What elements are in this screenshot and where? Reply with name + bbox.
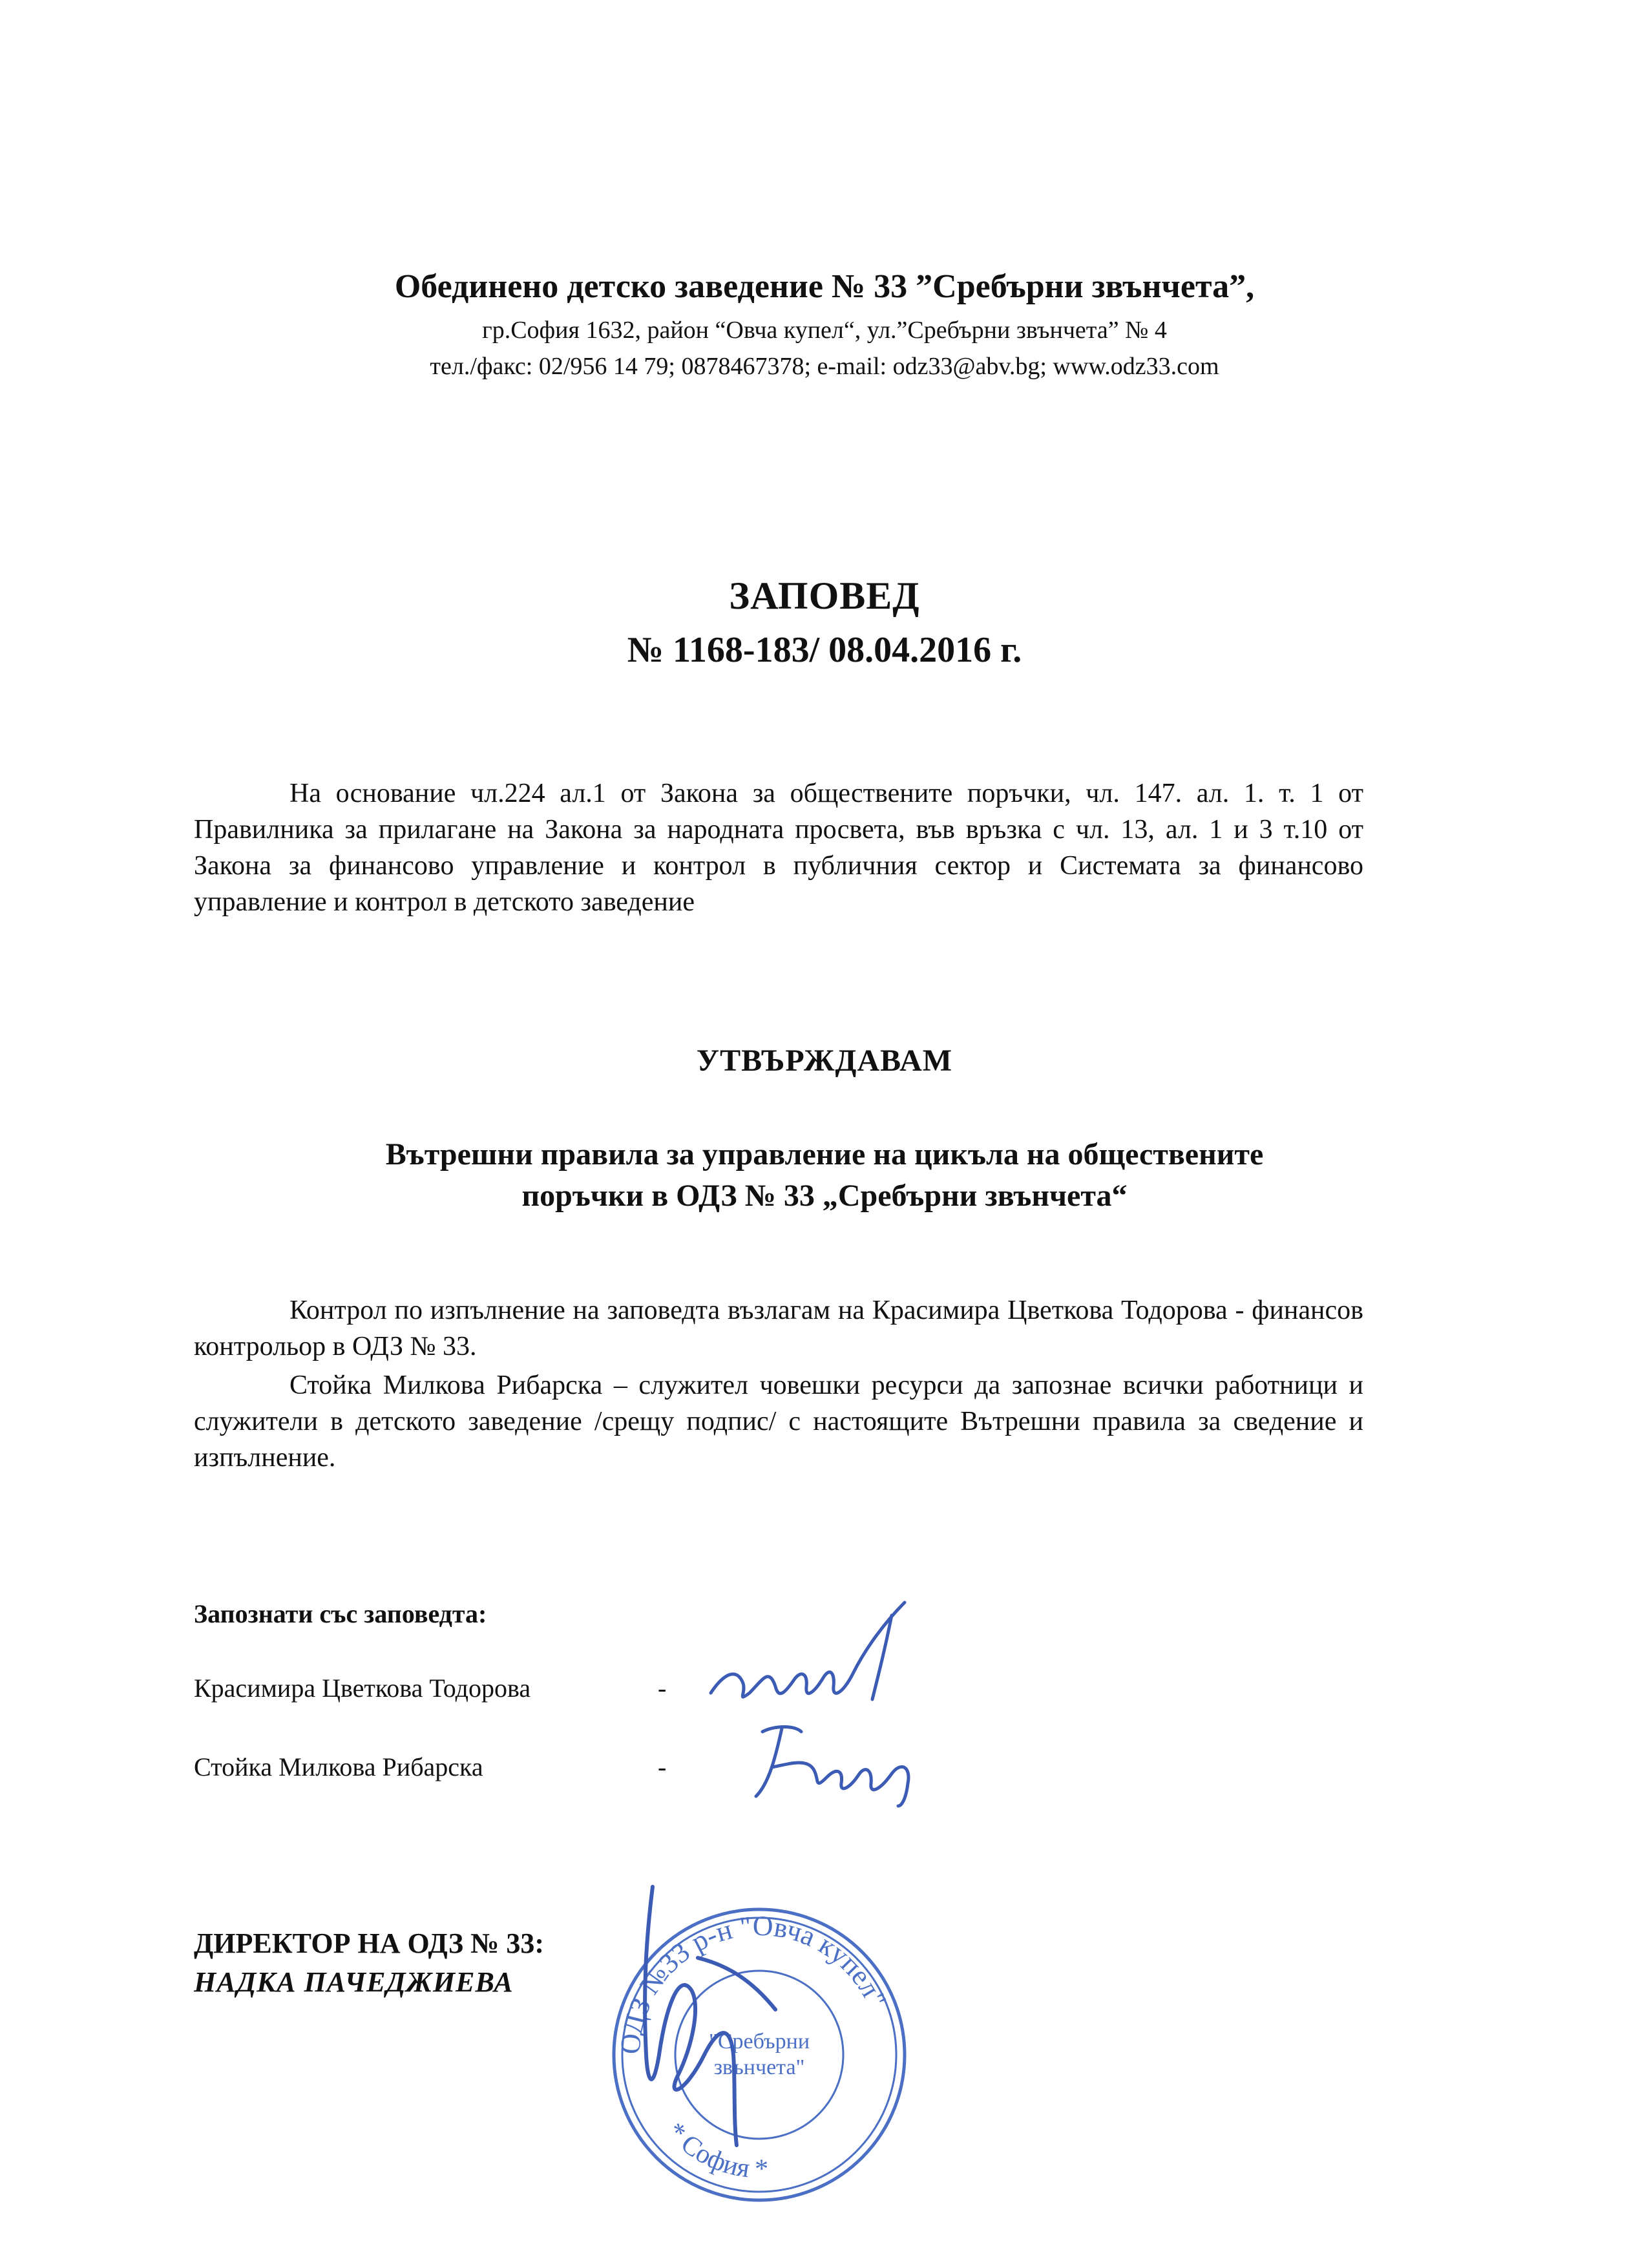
rules-title-line-2: поръчки в ОДЗ № 33 „Сребърни звънчета“ — [521, 1179, 1128, 1213]
handwritten-signature — [737, 1712, 943, 1809]
director-title: ДИРЕКТОР НА ОДЗ № 33: — [194, 1927, 544, 1959]
seal-top-text: ОДЗ №33 р-н "Овча купел" — [614, 1909, 893, 2055]
acknowledged-person — [194, 1670, 667, 1706]
staff-paragraph — [194, 1367, 1363, 1476]
rules-title-line-1: Вътрешни правила за управление на цикъла на обществените — [385, 1137, 1264, 1171]
signature-dash: - — [658, 1752, 667, 1781]
legal-basis-text: На основание чл.224 ал.1 от Закона за обществените поръчки, чл. 147. ал. 1. т. 1 от Правилника за прилагане на Закона за народната просвета, във връзка с чл. 13, ал. 1 и 3 т.10 от Закона за финансово управление и контрол в публичния сектор и Системата за финансово управление и контрол в детското заведение — [194, 779, 1363, 917]
person-name: Стойка Милкова Рибарска — [194, 1752, 483, 1781]
order-number: № 1168-183/ 08.04.2016 г. — [627, 630, 1022, 670]
person-name: Красимира Цветкова Тодорова — [194, 1674, 531, 1703]
signature-dash: - — [658, 1674, 667, 1703]
control-paragraph — [194, 1292, 1363, 1365]
seal-center-line-2: звънчета" — [713, 2055, 805, 2079]
staff-text: Стойка Милкова Рибарска – служител човешки ресурси да запознае всички работници и служители в детското заведение /срещу подпис/ с настоящите Вътрешни правила за сведение и изпълнение. — [194, 1370, 1363, 1473]
organization-address: гр.София 1632, район “Овча купел“, ул.”Сребърни звънчета” № 4 — [482, 317, 1167, 344]
order-title: ЗАПОВЕД — [729, 574, 920, 617]
approve-heading: УТВЪРЖДАВАМ — [696, 1044, 953, 1078]
organization-name: Обединено детско заведение № 33 ”Сребърни звънчета”, — [394, 268, 1255, 305]
legal-basis-paragraph — [194, 775, 1363, 920]
seal-bottom-text: * София * — [660, 2117, 769, 2185]
order-heading — [194, 569, 1455, 677]
seal-center-line-1: "Сребърни — [708, 2030, 810, 2053]
acknowledged-title: Запознати със заповедта: — [194, 1599, 487, 1628]
rules-title — [194, 1134, 1455, 1217]
director-name: НАДКА ПАЧЕДЖИЕВА — [194, 1966, 514, 1998]
director-signature — [582, 1861, 853, 2158]
letterhead — [194, 262, 1455, 384]
organization-contacts: тел./факс: 02/956 14 79; 0878467378; e-mail: odz33@abv.bg; www.odz33.com — [430, 353, 1219, 380]
control-text: Контрол по изпълнение на заповедта възлагам на Красимира Цветкова Тодорова - финансов контрольор в ОДЗ № 33. — [194, 1296, 1363, 1361]
acknowledged-person — [194, 1749, 667, 1785]
